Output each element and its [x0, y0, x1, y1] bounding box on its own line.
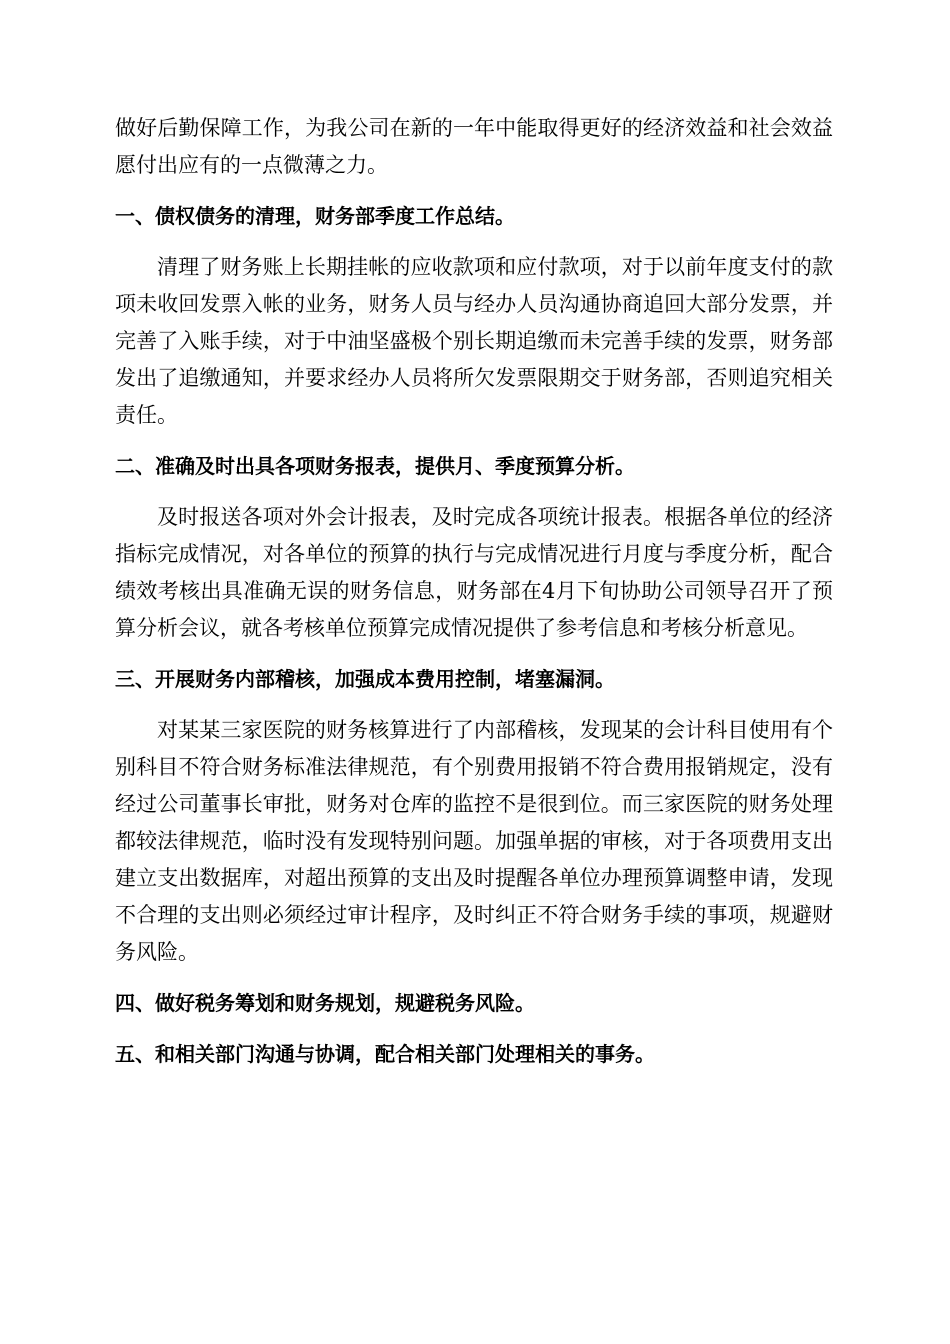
- section-3: [115, 661, 833, 971]
- section-heading: 一、债权债务的清理，财务部季度工作总结。: [115, 204, 515, 228]
- intro-paragraph: 做好后勤保障工作，为我公司在新的一年中能取得更好的经济效益和社会效益愿付出应有的一点微薄之力。: [115, 116, 833, 177]
- section-heading: 二、准确及时出具各项财务报表，提供月、季度预算分析。: [115, 454, 635, 478]
- section-heading: 三、开展财务内部稽核，加强成本费用控制，堵塞漏洞。: [115, 667, 615, 691]
- section-1: [115, 198, 833, 434]
- section-4: [115, 985, 833, 1022]
- section-body: 对某某三家医院的财务核算进行了内部稽核，发现某的会计科目使用有个别科目不符合财务标准法律规范，有个别费用报销不符合费用报销规定，没有经过公司董事长审批，财务对仓库的监控不是很到位。而三家医院的财务处理都较法律规范，临时没有发现特别问题。加强单据的审核，对于各项费用支出建立支出数据库，对超出预算的支出及时提醒各单位办理预算调整申请，发现不合理的支出则必须经过审计程序，及时纠正不符合财务手续的事项，规避财务风险。: [115, 718, 833, 964]
- section-5: [115, 1036, 833, 1073]
- section-heading: 四、做好税务筹划和财务规划，规避税务风险。: [115, 991, 535, 1015]
- document-page: [115, 110, 833, 1087]
- section-heading: 五、和相关部门沟通与协调，配合相关部门处理相关的事务。: [115, 1042, 655, 1066]
- section-body: 清理了财务账上长期挂帐的应收款项和应付款项，对于以前年度支付的款项未收回发票入帐的业务，财务人员与经办人员沟通协商追回大部分发票，并完善了入账手续，对于中油坚盛极个别长期追缴而未完善手续的发票，财务部发出了追缴通知，并要求经办人员将所欠发票限期交于财务部，否则追究相关责任。: [115, 255, 833, 427]
- section-2: [115, 448, 833, 647]
- section-body: 及时报送各项对外会计报表，及时完成各项统计报表。根据各单位的经济指标完成情况，对各单位的预算的执行与完成情况进行月度与季度分析，配合绩效考核出具准确无误的财务信息，财务部在4月下旬协助公司领导召开了预算分析会议，就各考核单位预算完成情况提供了参考信息和考核分析意见。: [115, 505, 833, 640]
